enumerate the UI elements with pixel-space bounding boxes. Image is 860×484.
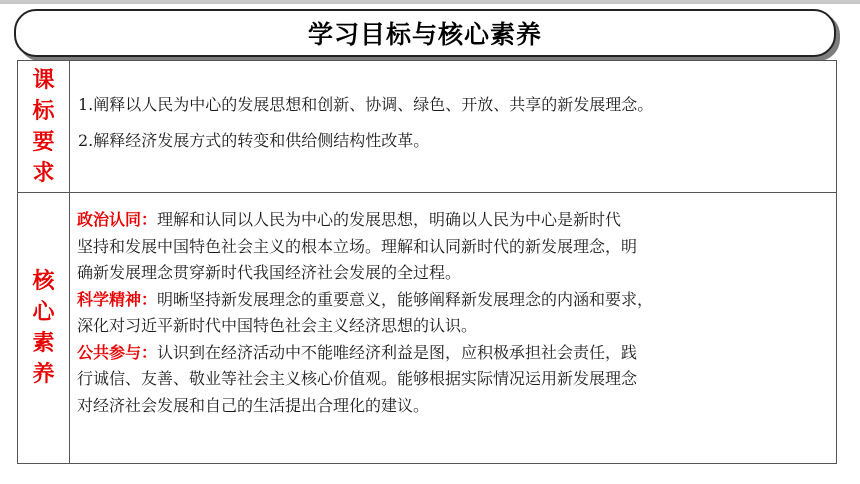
requirement-item: 1.阐释以人民为中心的发展思想和创新、协调、绿色、开放、共享的新发展理念。 [78, 95, 654, 114]
paragraph-line: 确新发展理念贯穿新时代我国经济社会发展的全过程。 [77, 263, 462, 282]
scientific-spirit-paragraph [77, 287, 833, 340]
requirements-label-char: 标 [32, 98, 55, 124]
paragraph-line [77, 340, 833, 367]
paragraph-text: 认识到在经济活动中不能唯经济利益是图，应积极承担社会责任，践 [157, 342, 638, 362]
requirements-label-char: 要 [32, 129, 55, 155]
title-banner [14, 9, 836, 57]
paragraph-line: 行诚信、友善、敬业等社会主义核心价值观。能够根据实际情况运用新发展理念 [77, 369, 638, 388]
public-participation-heading: 公共参与： [77, 342, 158, 362]
row-divider [18, 192, 836, 193]
paragraph-line: 对经济社会发展和自己的生活提出合理化的建议。 [77, 395, 430, 415]
political-identity-paragraph [77, 207, 833, 287]
paragraph-text: 明晰坚持新发展理念的重要意义，能够阐释新发展理念的内涵和要求， [157, 289, 654, 309]
paragraph-line: 坚持和发展中国特色社会主义的根本立场。理解和认同新时代的新发展理念，明 [77, 236, 638, 256]
paragraph-line [77, 287, 833, 314]
top-edge-strip [0, 0, 860, 4]
paragraph-text: 理解和认同以人民为中心的发展思想，明确以人民为中心是新时代 [157, 210, 622, 229]
page-title: 学习目标与核心素养 [307, 20, 542, 49]
objectives-table [17, 60, 837, 464]
requirements-label-char: 课 [32, 67, 55, 93]
paragraph-line: 深化对习近平新时代中国特色社会主义经济思想的认识。 [77, 316, 478, 335]
public-participation-paragraph [77, 340, 833, 420]
core-literacy-content [77, 207, 833, 419]
core-label-char: 核 [32, 269, 55, 294]
core-label-char: 素 [32, 331, 55, 356]
requirements-label-char: 求 [32, 160, 55, 186]
core-label-char: 养 [32, 362, 55, 387]
core-label-char: 心 [32, 300, 55, 325]
requirement-item: 2.解释经济发展方式的转变和供给侧结构性改革。 [78, 131, 430, 150]
column-divider [69, 61, 70, 463]
paragraph-line [77, 207, 833, 234]
core-literacy-label [18, 193, 69, 463]
scientific-spirit-heading: 科学精神： [77, 289, 158, 309]
political-identity-heading: 政治认同： [77, 210, 158, 229]
requirements-list [78, 95, 833, 167]
requirements-label [18, 61, 69, 192]
